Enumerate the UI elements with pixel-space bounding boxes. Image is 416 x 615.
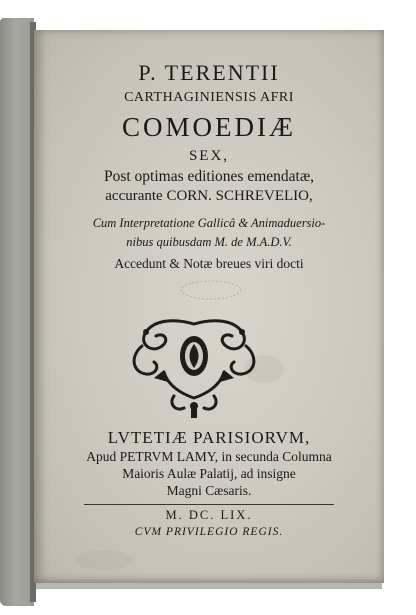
- book-cover-board: [0, 18, 34, 606]
- paper-stain: [74, 550, 134, 570]
- faded-stamp: [176, 278, 246, 302]
- imprint-address: Maioris Aulæ Palatij, ad insigne: [122, 466, 296, 481]
- royal-privilege: CVM PRIVILEGIO REGIS.: [134, 526, 284, 538]
- editor-note: accurante CORN. SCHREVELIO,: [105, 188, 313, 204]
- book-title: COMOEDIÆ: [121, 112, 296, 142]
- author-origin: CARTHAGINIENSIS AFRI: [124, 90, 294, 105]
- printers-ornament: [124, 312, 264, 420]
- imprint-sign: Magni Cæsaris.: [166, 483, 252, 498]
- title-page: [34, 30, 384, 583]
- interpretation-note-line1: Cum Interpretatione Gallicâ & Animaduersio-: [92, 216, 326, 230]
- author-name: P. TERENTII: [138, 60, 280, 85]
- edition-note: Post optimas editiones emendatæ,: [103, 168, 315, 185]
- interpretation-note-line2: nibus quibusdam M. de M.A.D.V.: [126, 235, 292, 249]
- page-bottom-shadow: [36, 583, 382, 589]
- imprint-date: M. DC. LIX.: [165, 508, 253, 522]
- imprint-printer: Apud PETRVM LAMY, in secunda Columna: [86, 449, 332, 464]
- imprint-place: LVTETIÆ PARISIORVM,: [107, 428, 311, 447]
- notes-line: Accedunt & Notæ breues viri docti: [114, 256, 304, 271]
- book-subtitle: SEX,: [188, 148, 230, 164]
- imprint-rule: [84, 504, 334, 505]
